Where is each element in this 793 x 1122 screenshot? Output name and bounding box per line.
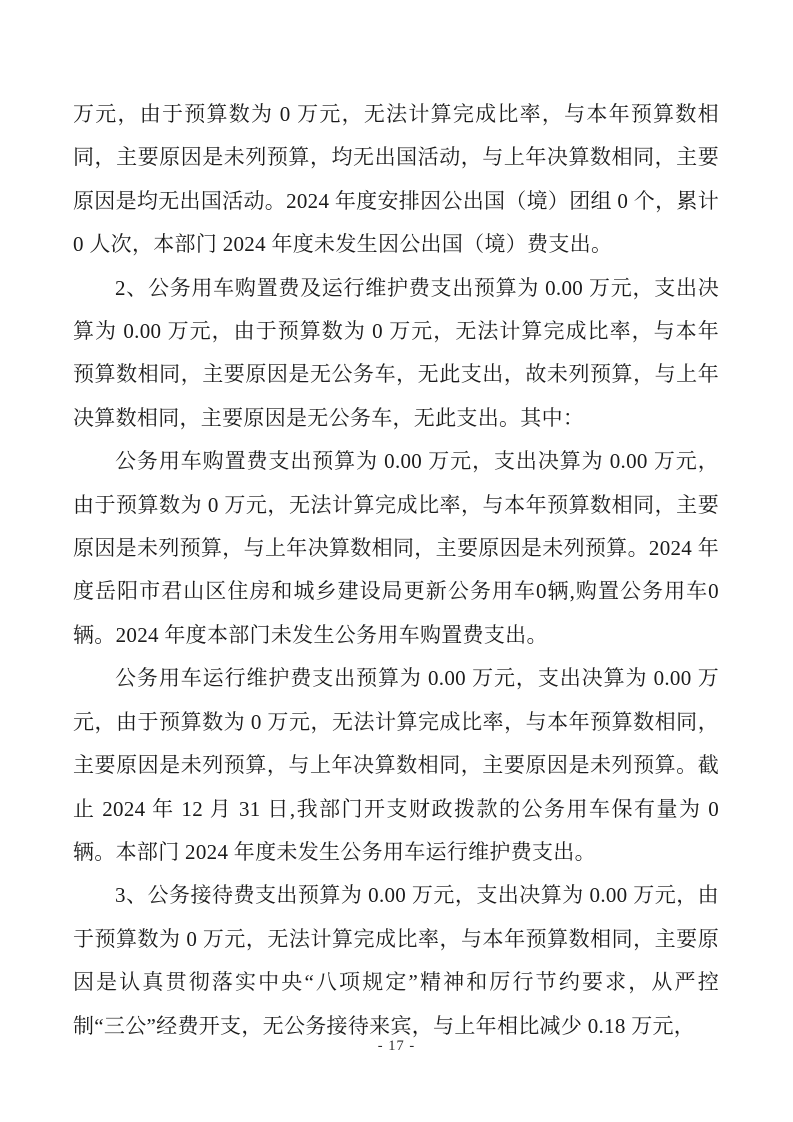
- paragraph-vehicle-purchase-expense: 公务用车购置费支出预算为 0.00 万元，支出决算为 0.00 万元，由于预算数为 0 万元，无法计算完成比率，与本年预算数相同，主要原因是未列预算，与上年决算数相同，主要原因是未列预算。2024 年度岳阳市君山区住房和城乡建设局更新公务用车0辆,购置公务用车0辆。2024 年度本部门未发生公务用车购置费支出。: [73, 449, 719, 647]
- paragraph-item-3-official-reception: 3、公务接待费支出预算为 0.00 万元，支出决算为 0.00 万元，由于预算数为 0 万元，无法计算完成比率，与本年预算数相同，主要原因是认真贯彻落实中央“八项规定”精神和厉行节约要求，从严控制“三公”经费开支，无公务接待来宾，与上年相比减少 0.18 万元，: [73, 883, 719, 1038]
- paragraph-continuation-overseas-travel: 万元，由于预算数为 0 万元，无法计算完成比率，与本年预算数相同，主要原因是未列预算，均无出国活动，与上年决算数相同，主要原因是均无出国活动。2024 年度安排因公出国（境）团组 0 个，累计 0 人次，本部门 2024 年度未发生因公出国（境）费支出。: [73, 102, 719, 257]
- page-number: - 17 -: [377, 1038, 416, 1054]
- paragraph-item-2-official-vehicle-total: 2、公务用车购置费及运行维护费支出预算为 0.00 万元，支出决算为 0.00 万元，由于预算数为 0 万元，无法计算完成比率，与本年预算数相同，主要原因是无公务车，无此支出，故未列预算，与上年决算数相同，主要原因是无公务车，无此支出。其中：: [73, 275, 719, 430]
- document-body: [73, 93, 719, 1048]
- paragraph-vehicle-maintenance-expense: 公务用车运行维护费支出预算为 0.00 万元，支出决算为 0.00 万元，由于预算数为 0 万元，无法计算完成比率，与本年预算数相同，主要原因是未列预算，与上年决算数相同，主要原因是未列预算。截止 2024 年 12 月 31 日,我部门开支财政拨款的公务用车保有量为 0 辆。本部门 2024 年度未发生公务用车运行维护费支出。: [73, 666, 719, 864]
